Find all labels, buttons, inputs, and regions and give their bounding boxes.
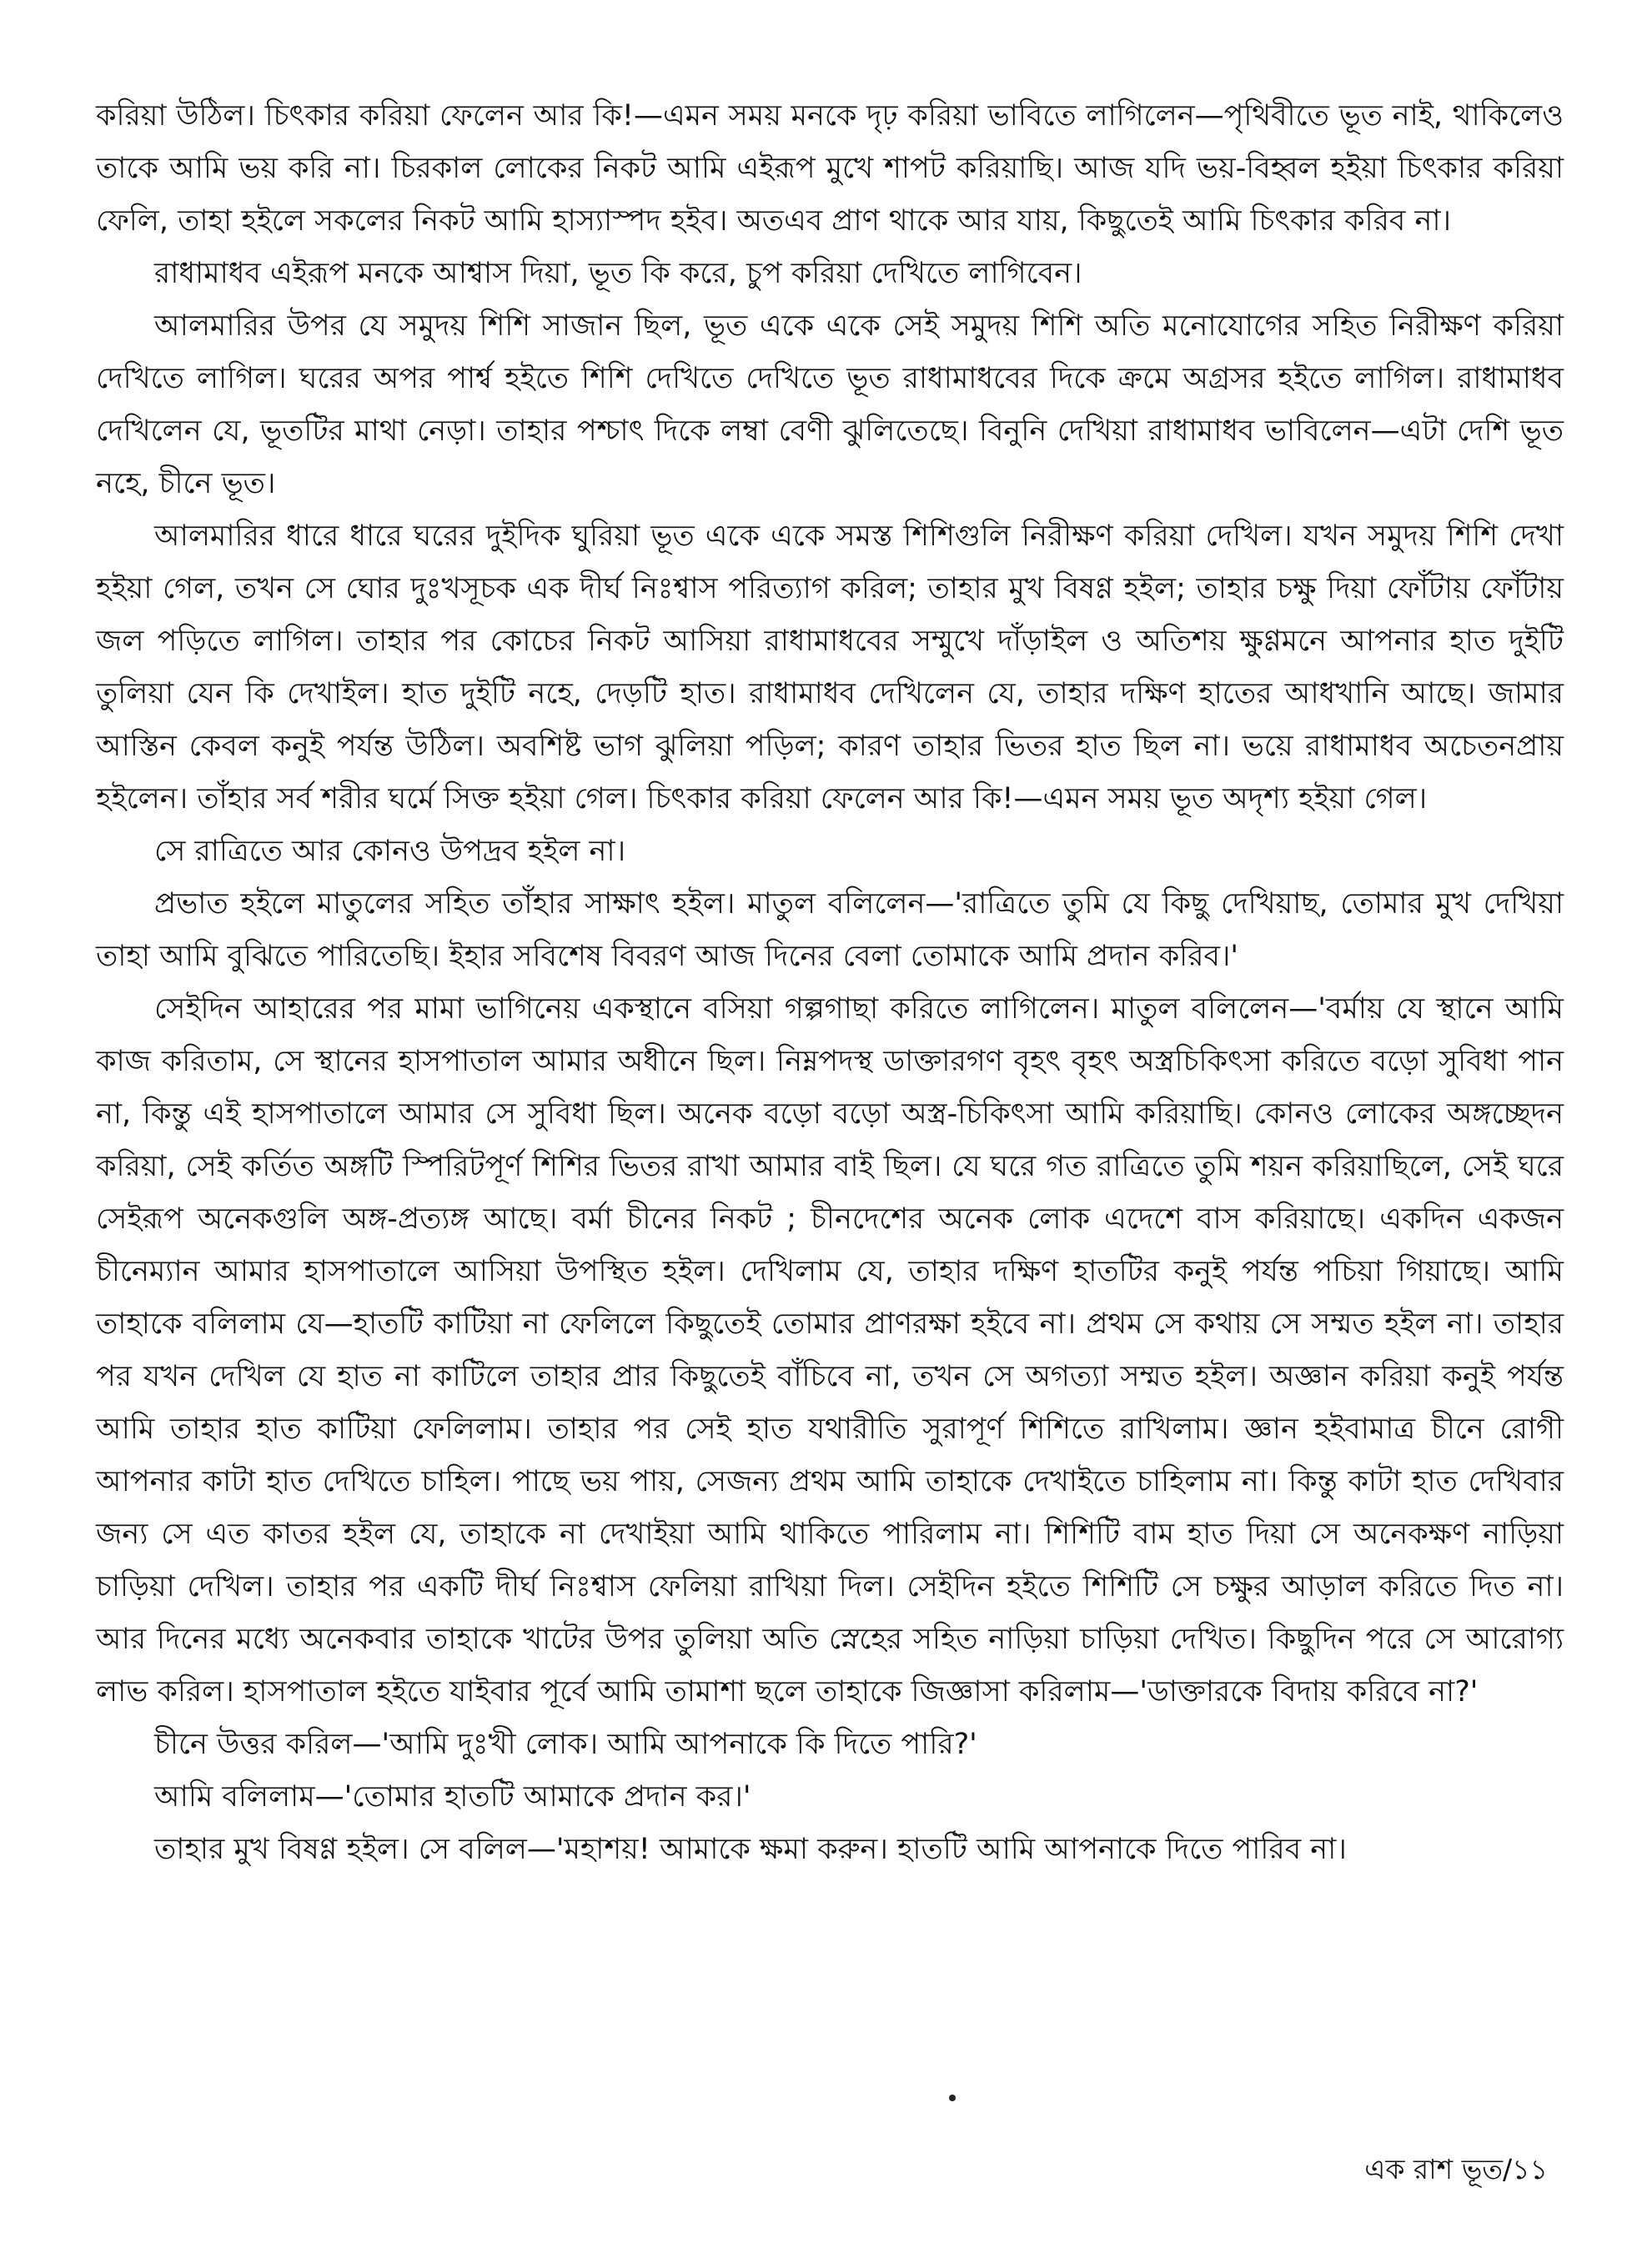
paragraph-4: আলমারির ধারে ধারে ঘরের দুইদিক ঘুরিয়া ভূত একে একে সমস্ত শিশিগুলি নিরীক্ষণ করিয়া দেখিল। যখন সমুদয় শিশি দেখা হইয়া গেল, তখন সে ঘোর দুঃখসূচক এক দীর্ঘ নিঃশ্বাস পরিত্যাগ করিল; তাহার মুখ বিষণ্ণ হইল; তাহার চক্ষু দিয়া ফোঁটায় ফোঁটায় জল পড়িতে লাগিল। তাহার পর কোচের নিকট আসিয়া রাধামাধবের সম্মুখে দাঁড়াইল ও অতিশয় ক্ষুণ্ণমনে আপনার হাত দুইটি তুলিয়া যেন কি দেখাইল। হাত দুইটি নহে, দেড়টি হাত। রাধামাধব দেখিলেন যে, তাহার দক্ষিণ হাতের আধখানি আছে। জামার আস্তিন কেবল কনুই পর্যন্ত উঠিল। অবশিষ্ট ভাগ ঝুলিয়া পড়িল; কারণ তাহার ভিতর হাত ছিল না। ভয়ে রাধামাধব অচেতনপ্রায় হইলেন। তাঁহার সর্ব শরীর ঘর্মে সিক্ত হইয়া গেল। চিৎকার করিয়া ফেলেন আর কি!—এমন সময় ভূত অদৃশ্য হইয়া গেল। [96,519,1564,815]
paragraph-5: সে রাত্রিতে আর কোনও উপদ্রব হইল না। [154,835,626,868]
page-footer: এক রাশ ভূত/১১ [1364,2153,1548,2185]
paragraph-7: সেইদিন আহারের পর মামা ভাগিনেয় একস্থানে বসিয়া গল্পগাছা করিতে লাগিলেন। মাতুল বলিলেন—'বর্মায় যে স্থানে আমি কাজ করিতাম, সে স্থানের হাসপাতাল আমার অধীনে ছিল। নিম্নপদস্থ ডাক্তারগণ বৃহৎ বৃহৎ অস্ত্রচিকিৎসা করিতে বড়ো সুবিধা পান না, কিন্তু এই হাসপাতালে আমার সে সুবিধা ছিল। অনেক বড়ো বড়ো অস্ত্র-চিকিৎসা আমি করিয়াছি। কোনও লোকের অঙ্গচ্ছেদন করিয়া, সেই কর্তিত অঙ্গটি স্পিরিটপূর্ণ শিশির ভিতর রাখা আমার বাই ছিল। যে ঘরে গত রাত্রিতে তুমি শয়ন করিয়াছিলে, সেই ঘরে সেইরূপ অনেকগুলি অঙ্গ-প্রত্যঙ্গ আছে। বর্মা চীনের নিকট ; চীনদেশের অনেক লোক এদেশে বাস করিয়াছে। একদিন একজন চীনেম্যান আমার হাসপাতালে আসিয়া উপস্থিত হইল। দেখিলাম যে, তাহার দক্ষিণ হাতটির কনুই পর্যন্ত পচিয়া গিয়াছে। আমি তাহাকে বলিলাম যে—হাতটি কাটিয়া না ফেলিলে কিছুতেই তোমার প্রাণরক্ষা হইবে না। প্রথম সে কথায় সে সম্মত হইল না। তাহার পর যখন দেখিল যে হাত না কাটিলে তাহার প্রার কিছুতেই বাঁচিবে না, তখন সে অগত্যা সম্মত হইল। অজ্ঞান করিয়া কনুই পর্যন্ত আমি তাহার হাত কাটিয়া ফেলিলাম। তাহার পর সেই হাত যথারীতি সুরাপূর্ণ শিশিতে রাখিলাম। জ্ঞান হইবামাত্র চীনে রোগী আপনার কাটা হাত দেখিতে চাহিল। পাছে ভয় পায়, সেজন্য প্রথম আমি তাহাকে দেখাইতে চাহিলাম না। কিন্তু কাটা হাত দেখিবার জন্য সে এত কাতর হইল যে, তাহাকে না দেখাইয়া আমি থাকিতে পারিলাম না। শিশিটি বাম হাত দিয়া সে অনেকক্ষণ নাড়িয়া চাড়িয়া দেখিল। তাহার পর একটি দীর্ঘ নিঃশ্বাস ফেলিয়া রাখিয়া দিল। সেইদিন হইতে শিশিটি সে চক্ষুর আড়াল করিতে দিত না। আর দিনের মধ্যে অনেকবার তাহাকে খাটের উপর তুলিয়া অতি স্নেহের সহিত নাড়িয়া চাড়িয়া দেখিত। কিছুদিন পরে সে আরোগ্য লাভ করিল। হাসপাতাল হইতে যাইবার পূর্বে আমি তামাশা ছলে তাহাকে জিজ্ঞাসা করিলাম—'ডাক্তারকে বিদায় করিবে না?' [96,992,1564,1709]
paragraph-2: রাধামাধব এইরূপ মনকে আশ্বাস দিয়া, ভূত কি করে, চুপ করিয়া দেখিতে লাগিবেন। [154,257,1082,290]
paragraph-3: আলমারির উপর যে সমুদয় শিশি সাজান ছিল, ভূত একে একে সেই সমুদয় শিশি অতি মনোযোগের সহিত নিরীক্ষণ করিয়া দেখিতে লাগিল। ঘরের অপর পার্শ্ব হইতে শিশি দেখিতে দেখিতে ভূত রাধামাধবের দিকে ক্রমে অগ্রসর হইতে লাগিল। রাধামাধব দেখিলেন যে, ভূতটির মাথা নেড়া। তাহার পশ্চাৎ দিকে লম্বা বেণী ঝুলিতেছে। বিনুনি দেখিয়া রাধামাধব ভাবিলেন—এটা দেশি ভূত নহে, চীনে ভূত। [96,309,1564,500]
stray-dot-mark [949,2095,956,2101]
paragraph-10: তাহার মুখ বিষণ্ণ হইল। সে বলিল—'মহাশয়! আমাকে ক্ষমা করুন। হাতটি আমি আপনাকে দিতে পারিব না। [154,1833,1347,1866]
paragraph-6: প্রভাত হইলে মাতুলের সহিত তাঁহার সাক্ষাৎ হইল। মাতুল বলিলেন—'রাত্রিতে তুমি যে কিছু দেখিয়াছ, তোমার মুখ দেখিয়া তাহা আমি বুঝিতে পারিতেছি। ইহার সবিশেষ বিবরণ আজ দিনের বেলা তোমাকে আমি প্রদান করিব।' [96,887,1564,973]
page-body [96,90,1564,1876]
paragraph-1: করিয়া উঠিল। চিৎকার করিয়া ফেলেন আর কি!—এমন সময় মনকে দৃঢ় করিয়া ভাবিতে লাগিলেন—পৃথিবীতে ভূত নাই, থাকিলেও তাকে আমি ভয় করি না। চিরকাল লোকের নিকট আমি এইরূপ মুখে শাপট করিয়াছি। আজ যদি ভয়-বিহ্বল হইয়া চিৎকার করিয়া ফেলি, তাহা হইলে সকলের নিকট আমি হাস্যাস্পদ হইব। অতএব প্রাণ থাকে আর যায়, কিছুতেই আমি চিৎকার করিব না। [96,99,1564,238]
paragraph-8: চীনে উত্তর করিল—'আমি দুঃখী লোক। আমি আপনাকে কি দিতে পারি?' [154,1728,977,1761]
paragraph-9: আমি বলিলাম—'তোমার হাতটি আমাকে প্রদান কর।' [154,1780,751,1814]
